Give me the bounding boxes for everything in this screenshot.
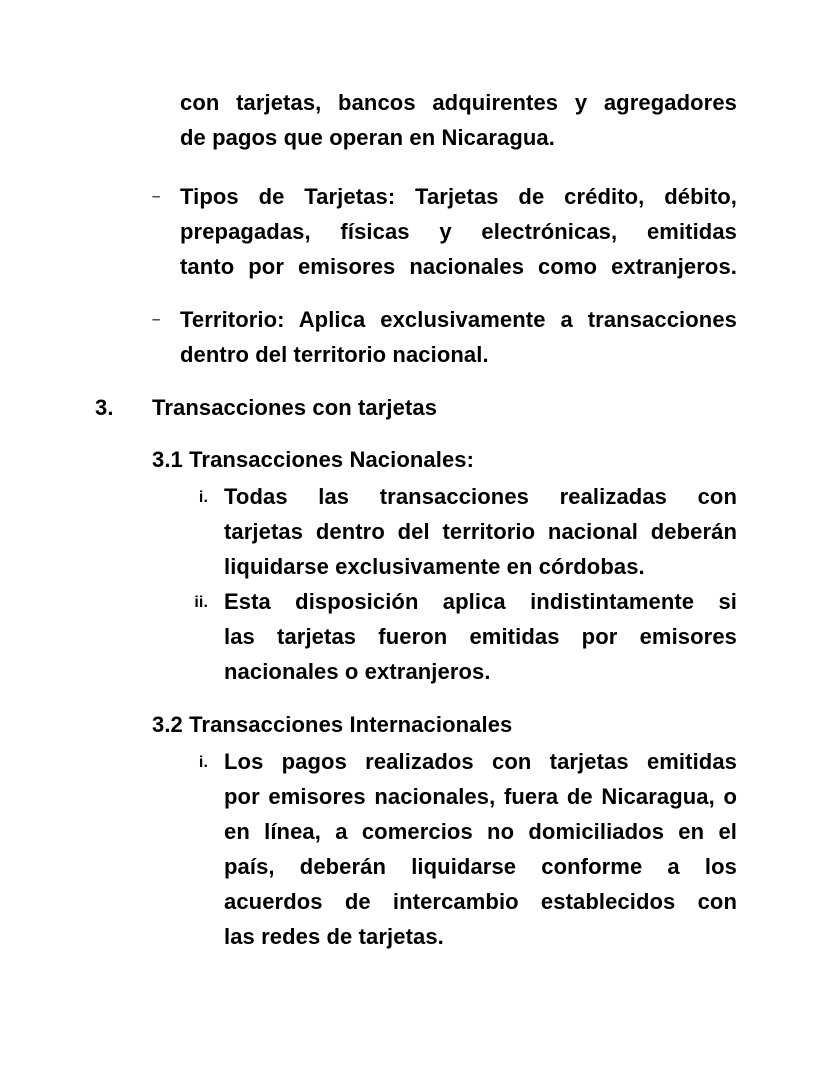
dash-bullet-marker: – bbox=[152, 188, 161, 205]
subsection-3-1 bbox=[0, 442, 825, 689]
dash-bullet-marker: – bbox=[152, 311, 161, 328]
list-item-3-2-i bbox=[198, 744, 737, 954]
text-line: Los pagos realizados con tarjetas emitidas bbox=[224, 749, 737, 774]
text-line: prepagadas, físicas y electrónicas, emitidas bbox=[180, 219, 737, 244]
intro-paragraph bbox=[180, 85, 737, 155]
text-line: tarjetas dentro del territorio nacional deberán bbox=[224, 519, 737, 544]
text-line: país, deberán liquidarse conforme a los bbox=[224, 854, 737, 879]
bullet-item-tipos-de-tarjetas bbox=[152, 179, 737, 284]
section-number: 3. bbox=[95, 395, 114, 420]
subsection-heading-3-1: 3.1 Transacciones Nacionales: bbox=[152, 447, 475, 472]
list-item-3-1-ii bbox=[194, 584, 737, 689]
text-line: Territorio: Aplica exclusivamente a transacciones bbox=[180, 307, 737, 332]
text-line: de pagos que operan en Nicaragua. bbox=[180, 125, 555, 150]
text-line: por emisores nacionales, fuera de Nicaragua, o bbox=[224, 784, 737, 809]
text-line: con tarjetas, bancos adquirentes y agregadores bbox=[180, 90, 737, 115]
text-line: Tipos de Tarjetas: Tarjetas de crédito, débito, bbox=[180, 184, 737, 209]
section-title: Transacciones con tarjetas bbox=[152, 395, 438, 420]
text-line: liquidarse exclusivamente en córdobas. bbox=[224, 554, 645, 579]
bullet-item-territorio bbox=[152, 302, 737, 372]
section-heading-3 bbox=[95, 390, 825, 425]
subsection-heading-3-2: 3.2 Transacciones Internacionales bbox=[152, 712, 513, 737]
text-line: tanto por emisores nacionales como extranjeros. bbox=[180, 254, 737, 279]
text-line: las redes de tarjetas. bbox=[224, 924, 444, 949]
list-item-3-1-i bbox=[198, 479, 737, 584]
roman-numeral-marker: i. bbox=[198, 754, 208, 771]
text-line: Esta disposición aplica indistintamente si bbox=[224, 589, 737, 614]
roman-numeral-marker: i. bbox=[198, 489, 208, 506]
text-line: Todas las transacciones realizadas con bbox=[224, 484, 737, 509]
text-line: acuerdos de intercambio establecidos con bbox=[224, 889, 737, 914]
text-line: las tarjetas fueron emitidas por emisores bbox=[224, 624, 737, 649]
text-line: dentro del territorio nacional. bbox=[180, 342, 489, 367]
roman-numeral-marker: ii. bbox=[194, 594, 208, 611]
subsection-3-2 bbox=[0, 707, 825, 954]
text-line: nacionales o extranjeros. bbox=[224, 659, 491, 684]
text-line: en línea, a comercios no domiciliados en el bbox=[224, 819, 737, 844]
